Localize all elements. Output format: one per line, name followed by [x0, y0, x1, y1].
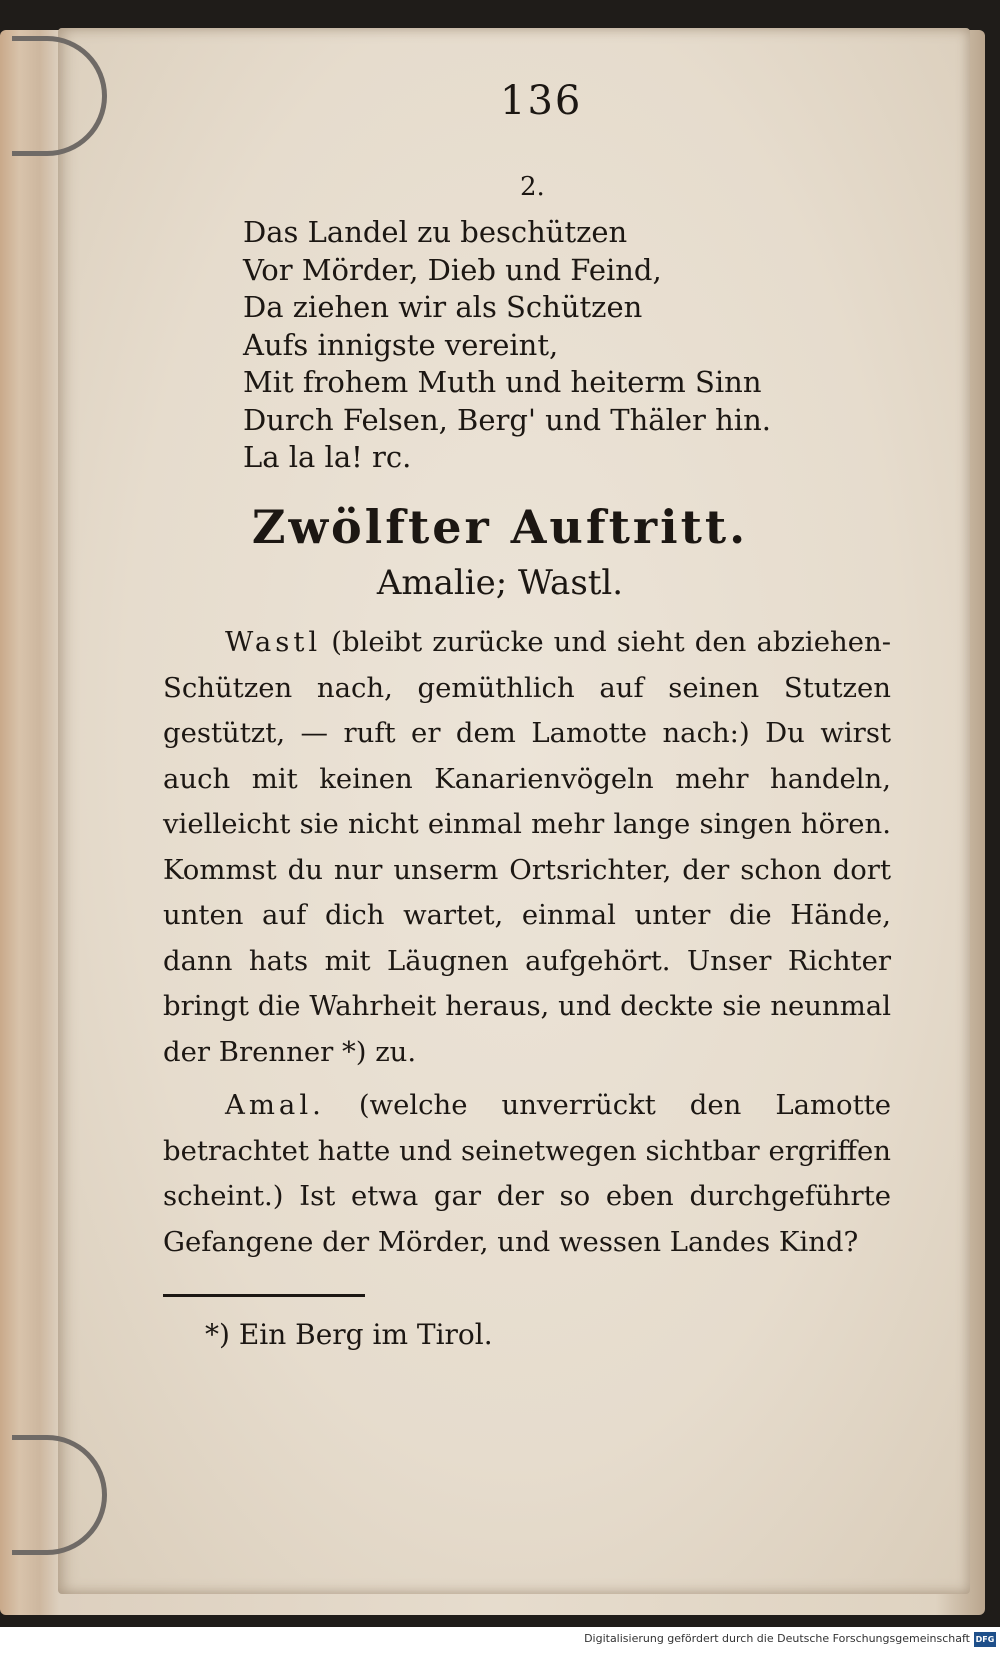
verse-line: Mit frohem Muth und heiterm Sinn: [243, 365, 762, 399]
verse-line: Da ziehen wir als Schützen: [243, 290, 643, 324]
verse-line: La la la! rc.: [243, 440, 412, 474]
dialogue: [163, 620, 891, 1265]
verse-line: Aufs innigste vereint,: [243, 327, 559, 362]
scene-characters: Amalie; Wastl.: [376, 563, 624, 603]
dialogue-paragraph: [163, 620, 891, 1075]
dfg-logo-icon: DFG: [974, 1632, 996, 1647]
dialogue-paragraph: [163, 1083, 891, 1265]
speaker-name: Amal.: [225, 1089, 325, 1121]
footer-credit: Digitalisierung gefördert durch die Deutsche Forschungsgemeinschaft: [584, 1632, 970, 1645]
verse-line: Das Landel zu beschützen: [243, 215, 628, 249]
dialogue-text: (bleibt zurücke und sieht den abziehen-Schützen nach, gemüthlich auf seinen Stutzen gestützt, — ruft er dem Lamotte nach:) Du wirst auch mit keinen Kanarienvögeln mehr handeln, vielleicht sie nicht einmal mehr lange singen hören. Kommst du nur unserm Ortsrichter, der schon dort unten auf dich wartet, einmal unter die Hände, dann hats mit Läugnen aufgehört. Unser Richter bringt die Wahrheit heraus, und deckte sie neunmal der Brenner *) zu.: [163, 626, 891, 1068]
footnote-divider: [163, 1294, 365, 1297]
verse: [243, 214, 843, 477]
footnote: *) Ein Berg im Tirol.: [205, 1318, 493, 1351]
speaker-name: Wastl: [225, 626, 322, 658]
verse-number: 2.: [520, 172, 545, 202]
verse-line: Durch Felsen, Berg' und Thäler hin.: [243, 402, 771, 437]
dialogue-text: (welche unverrückt den Lamotte betrachtet hatte und seinetwegen sichtbar ergriffen scheint.) Ist etwa gar der so eben durchgeführte Gefangene der Mörder, und wessen Landes Kind?: [163, 1089, 891, 1258]
verse-line: Vor Mörder, Dieb und Feind,: [243, 252, 662, 287]
page-number: 136: [500, 78, 583, 124]
scene-heading: Zwölfter Auftritt.: [251, 500, 749, 554]
digitization-footer: [0, 1627, 1000, 1654]
